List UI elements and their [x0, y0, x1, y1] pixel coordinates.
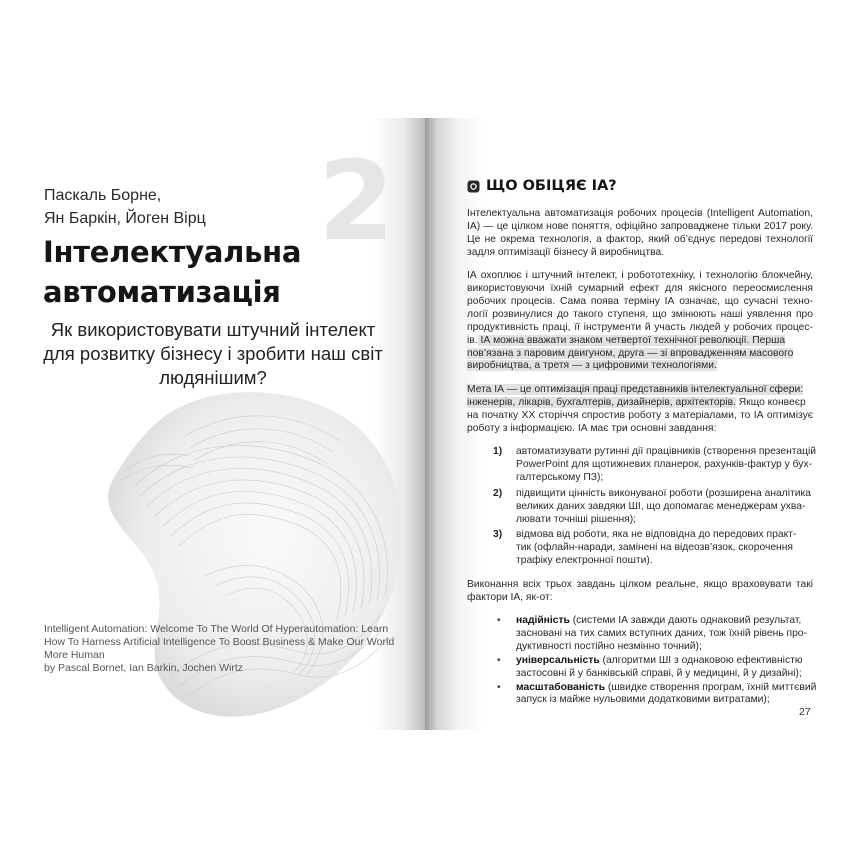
factors-list — [467, 614, 817, 707]
bullet-icon: • — [497, 681, 501, 693]
book-spread — [0, 118, 850, 730]
text-line — [467, 360, 813, 373]
highlighted-text: інженерів, лікарів, бухгалтерів, дизайнерів, архітекторів. — [467, 396, 736, 408]
text-line: підвищити цінність виконуваної роботи (розширена аналітика — [516, 487, 811, 499]
text-fragment: (алгоритми ШІ з однаковою ефективністю — [599, 654, 803, 666]
paragraph — [467, 208, 813, 260]
text-line: фактори ІА, як-от: — [467, 591, 553, 603]
text-line: Це не окрема технологія, а фактор, який об’єднує передові технології — [467, 233, 813, 245]
text-line: застосовні й у банківській справі, й у медицині, й у дизайні); — [516, 667, 802, 679]
list-number: 1) — [493, 446, 503, 457]
text-fragment: ів. — [467, 334, 478, 346]
text-fragment: (швидке створення програм, їхній миттєвий — [605, 681, 817, 693]
text-line: засновані на тих самих вступних даних, тож їхній рівень про- — [516, 627, 807, 639]
text-line — [467, 348, 813, 361]
section-heading — [467, 178, 617, 194]
text-line: відмова від роботи, яка не відповідна до передових практ- — [516, 529, 797, 541]
list-number: 3) — [493, 529, 503, 541]
highlighted-text: пов’язана з паровим двигуном, друга — зі впровадженням масового — [467, 347, 794, 359]
text-line: тик (офлайн-наради, замінені на відеозв’язок, скорочення — [516, 542, 794, 554]
paragraph — [467, 579, 813, 605]
text-line — [516, 615, 813, 628]
original-authors-line: by Pascal Bornet, Ian Barkin, Jochen Wirtz — [44, 662, 244, 674]
text-line — [516, 655, 813, 668]
original-title-note — [44, 623, 395, 675]
text-line: продуктивність праці, її інструменти й участь людей у робочих процес- — [467, 321, 813, 333]
right-page — [425, 118, 850, 730]
factor-term: універсальність — [516, 654, 600, 666]
subtitle-line: Як використовувати штучний інтелект — [50, 319, 376, 340]
list-item — [467, 488, 813, 527]
bullet-icon: • — [497, 614, 501, 626]
factor-term: надійність — [516, 614, 570, 626]
text-line: трафіку електронної пошти). — [516, 555, 653, 567]
factor-term: масштабованість — [516, 681, 606, 693]
list-item — [467, 681, 817, 708]
text-line: галтерському ПЗ); — [516, 471, 604, 483]
title-line: автоматизація — [43, 275, 281, 309]
text-line — [516, 681, 817, 695]
highlighted-text: виробництва, а третя — з цифровими технологіями. — [467, 360, 717, 372]
text-line: задля оптимізації бізнесу й виробництва. — [467, 246, 665, 258]
text-fragment: (системи ІА завжди дають однаковий результат, — [569, 614, 802, 626]
text-line: Інтелектуальна автоматизація робочих процесів (Intelligent Automation, — [467, 208, 813, 219]
text-line: логії розвинулися до такого ступеня, що змінюють наші уявлення про — [467, 308, 813, 320]
original-title-line: How To Harness Artificial Intelligence To Boost Business & Make Our World — [44, 636, 395, 648]
text-line: Виконання всіх трьох завдань цілком реальне, якщо враховувати такі — [467, 578, 813, 590]
author-line: Паскаль Борне, — [44, 187, 162, 204]
author-line: Ян Баркін, Йоген Вірц — [44, 210, 206, 227]
original-title-line: Intelligent Automation: Welcome To The World Of Hyperautomation: Learn — [44, 623, 389, 635]
bullet-icon: • — [497, 654, 501, 666]
text-line: автоматизувати рутинні дії працівників (створення презентацій — [516, 446, 817, 457]
square-bullet-icon — [467, 180, 480, 193]
text-line: ІА) — це цілком нове поняття, офіційно запроваджене тільки 2017 року. — [467, 220, 813, 232]
authors — [44, 184, 206, 230]
paragraph — [467, 270, 813, 373]
text-line: використовуючи їхній сумарний ефект для якісного переосмислення — [467, 283, 813, 295]
list-item — [467, 655, 813, 681]
wave-sculpture-illustration — [95, 376, 425, 730]
book-title — [43, 232, 373, 312]
left-page — [0, 118, 425, 730]
section-heading-text: ЩО ОБІЦЯЄ ІА? — [486, 178, 617, 194]
title-line: Інтелектуальна — [43, 235, 302, 269]
text-line: запуск із майже нульовими додатковими витратами); — [516, 694, 770, 706]
text-fragment: Якщо конвеєр — [735, 396, 806, 408]
text-line — [467, 397, 813, 410]
text-line: великих даних завдяки ШІ, що допомагає менеджерам ухва- — [516, 500, 806, 512]
page-number: 27 — [799, 706, 811, 718]
paragraph — [467, 384, 813, 436]
highlighted-text: ІА можна вважати знаком четвертої технічної революції. Перша — [477, 334, 786, 346]
original-title-line: More Human — [44, 649, 105, 661]
text-line: робочих процесів. Сама поява терміну ІА означає, що сучасні техно- — [467, 295, 813, 307]
text-line — [467, 335, 813, 348]
text-line: ІА охоплює і штучний інтелект, і робототехніку, і технологію блокчейну, — [467, 270, 813, 282]
body-text — [467, 208, 817, 708]
highlighted-text: Мета ІА — це оптимізація праці представників інтелектуальної сфери: — [467, 383, 804, 395]
text-line: дуктивності постійно незмінно точний); — [516, 640, 702, 652]
text-line — [467, 384, 813, 397]
text-line: PowerPoint для щотижневих планерок, рахунків-фактур у бух- — [516, 458, 813, 470]
list-number: 2) — [493, 487, 503, 499]
chapter-number: 2 — [318, 137, 395, 265]
text-line: роботу з інформацією. ІА має три основні завдання: — [467, 422, 717, 434]
subtitle-line: для розвитку бізнесу і зробити наш світ — [43, 343, 383, 364]
list-item — [467, 529, 813, 568]
text-line: на початку ХХ сторіччя спростив роботу з матеріалами, то ІА оптимізує — [467, 409, 813, 421]
list-item — [467, 615, 813, 654]
subtitle-line: людянішим? — [159, 367, 267, 388]
text-line: лювати точніші рішення); — [516, 513, 637, 525]
tasks-list — [467, 446, 817, 568]
list-item — [467, 446, 817, 485]
